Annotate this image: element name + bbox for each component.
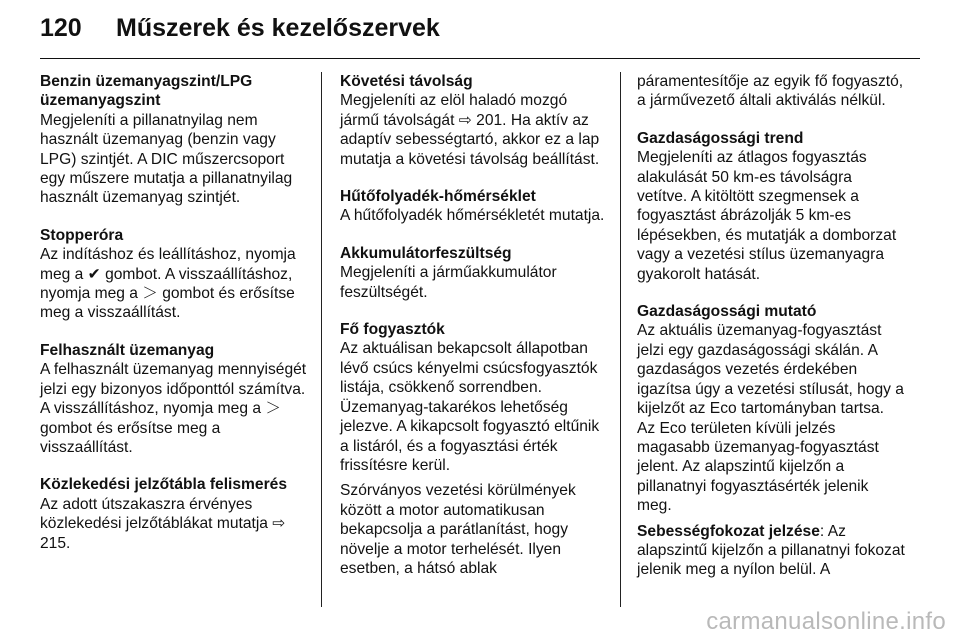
section-traffic-sign [40, 475, 310, 553]
section-battery-voltage [340, 244, 608, 302]
column-1 [40, 72, 310, 553]
watermark-text: carmanualsonline.info [706, 608, 946, 635]
section-coolant-temperature [340, 187, 608, 226]
section-heading-inline: Sebességfokozat jelzése [637, 522, 820, 540]
section-body: Megjeleníti a pillanatnyilag nem használt üzemanyag (benzin vagy LPG) szintjét. A DIC műszercsoport egy műszere mutatja a pillanatnyilag használt üzemanyag szintjét. [40, 111, 293, 207]
column-2 [340, 72, 608, 578]
section-heading: Stopperóra [40, 226, 124, 244]
column-3 [637, 72, 905, 580]
section-stopwatch [40, 226, 310, 323]
section-heading: Követési távolság [340, 73, 473, 90]
section-body: Megjeleníti a járműakkumulátor feszültségét. [340, 264, 557, 301]
section-economy-trend [637, 129, 905, 284]
section-body: A felhasznált üzemanyag mennyiségét jelzi egy bizonyos időponttól számítva. A visszállításhoz, nyomja meg a ＞ gombot és erősítse meg a visszaállítást. [40, 361, 307, 456]
section-body: Az aktuálisan bekapcsolt állapotban lévő csúcs kényelmi csúcsfogyasztók listája, csökkenő sorrendben. Üzemanyag-takarékos lehetőség jelezve. A kikapcsolt fogyasztó eltűnik a listáról, és a fogyasztási érték frissítésre kerül. [340, 340, 600, 474]
section-economy-indicator [637, 302, 905, 515]
section-heading: Gazdaságossági trend [637, 129, 804, 147]
section-heading: Gazdaságossági mutató [637, 303, 817, 321]
header-rule [40, 58, 920, 59]
section-heading: Benzin üzemanyagszint/LPG üzemanyagszint [40, 73, 253, 110]
section-body: Megjeleníti az átlagos fogyasztás alakulását 50 km-es távolságra vetítve. A kitöltött szegmensek a fogyasztást ábrázolják 5 km-es lépésekben, és mutatják a domborzat vagy a vezetési stílus üzemanyagra gyakorolt hatását. [637, 149, 897, 283]
column-divider [321, 72, 322, 607]
section-heading: Fő fogyasztók [340, 321, 445, 339]
page-header [40, 14, 440, 54]
section-body: A hűtőfolyadék hőmérsékletét mutatja. [340, 207, 605, 225]
section-main-consumers [340, 320, 608, 578]
page-number: 120 [40, 14, 82, 42]
section-body: Az adott útszakaszra érvényes közlekedési jelzőtáblákat mutatja ⇨ 215. [40, 495, 286, 552]
section-fuel-level [40, 72, 310, 208]
section-body: Az aktuális üzemanyag-fogyasztást jelzi egy gazdaságossági skálán. A gazdaságos vezetés érdekében igazítsa úgy a vezetési stílusát, hogy a kijelzőt az Eco tartományban tartsa. Az Eco területen kívüli jelzés magasabb üzemanyag-fogyasztást jelent. Az alapszintű kijelzőn a pillanatnyi fogyasztásérték jelenik meg. [637, 322, 904, 515]
section-body: Az indításhoz és leállításhoz, nyomja meg a ✔ gombot. A visszaállításhoz, nyomja meg a ＞ gombot és erősítse meg a visszaállítást. [40, 246, 296, 322]
section-heading: Hűtőfolyadék-hőmérséklet [340, 188, 536, 206]
section-body-continued: Szórványos vezetési körülmények között a motor automatikusan bekapcsolja a parátlanítást, hogy növelje a motor terhelését. Ilyen esetben, a hátsó ablak [340, 482, 576, 577]
section-body: páramentesítője az egyik fő fogyasztó, a járművezető általi aktiválás nélkül. [637, 73, 904, 110]
section-fuel-used [40, 341, 310, 457]
section-following-distance [340, 72, 608, 169]
section-heading: Felhasznált üzemanyag [40, 341, 215, 359]
section-heading: Akkumulátorfeszültség [340, 244, 512, 262]
section-gear-indication [637, 522, 905, 580]
column-divider [620, 72, 621, 607]
section-body: Megjeleníti az elöl haladó mozgó jármű távolságát ⇨ 201. Ha aktív az adaptív sebességtartó, akkor ez a lap mutatja a követési távolság beállítást. [340, 92, 600, 168]
page-title: Műszerek és kezelőszervek [116, 14, 440, 42]
section-heading: Közlekedési jelzőtábla felismerés [40, 476, 288, 494]
section-consumers-continued [637, 72, 905, 111]
section-body-inline: : Az alapszintű kijelzőn a pillanatnyi fokozat jelenik meg a nyílon belül. A [637, 522, 905, 579]
